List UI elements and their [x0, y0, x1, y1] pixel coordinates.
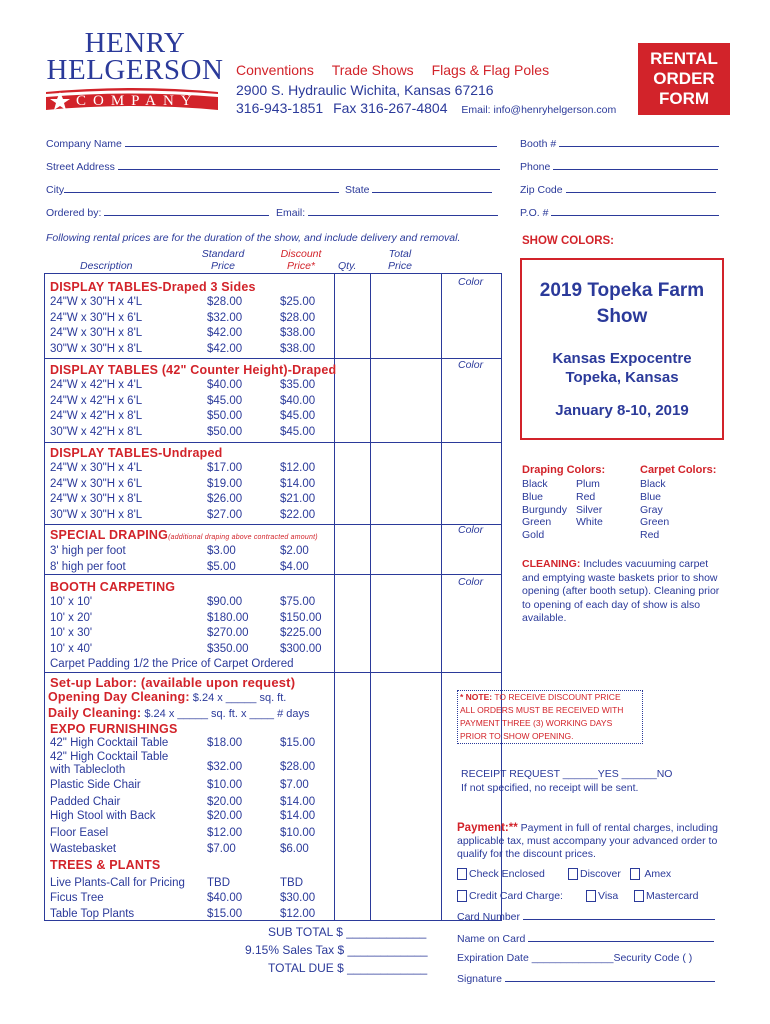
opening-cleaning[interactable]: [48, 690, 286, 704]
col-total-1: Total: [388, 248, 412, 260]
item-description: Floor Easel: [50, 827, 109, 839]
standard-price: $32.00: [207, 761, 243, 773]
visa-label: Visa: [598, 890, 619, 902]
standard-price: $40.00: [207, 892, 243, 904]
discount-price: $25.00: [280, 296, 316, 308]
col-discount-1: Discount: [280, 248, 322, 260]
opening-text: $.24 x _____ sq. ft.: [192, 692, 287, 704]
price-row: [50, 509, 330, 524]
item-description: 24"W x 30"H x 4'L: [50, 296, 143, 308]
col-total-2: Price: [388, 260, 412, 272]
discount-price: $45.00: [280, 410, 316, 423]
company-logo: [40, 27, 230, 86]
section-expo: EXPO FURNISHINGS: [50, 722, 178, 736]
email-field[interactable]: [276, 206, 498, 219]
standard-price: $45.00: [207, 394, 243, 407]
daily-text: $.24 x _____ sq. ft. x ____ # days: [144, 708, 310, 720]
item-description: 30"W x 42"H x 8'L: [50, 426, 143, 439]
item-description: 24"W x 42"H x 6'L: [50, 394, 143, 407]
price-row: [50, 327, 330, 342]
discount-price: $14.00: [280, 796, 316, 808]
price-row: [50, 395, 330, 410]
payment-info: [457, 822, 727, 861]
item-description: 42" High Cocktail Table: [50, 737, 169, 749]
discount-price: $15.00: [280, 737, 316, 749]
mastercard-option[interactable]: [634, 890, 699, 902]
price-row: [50, 410, 330, 425]
item-description: 24"W x 30"H x 6'L: [50, 477, 143, 490]
zip-field[interactable]: [520, 183, 716, 196]
signature-field[interactable]: [457, 972, 715, 985]
cleaning-label: CLEANING:: [522, 558, 581, 570]
item-description: 24"W x 42"H x 8'L: [50, 410, 143, 423]
check-label: Check Enclosed: [469, 868, 545, 880]
discount-price: $75.00: [280, 596, 316, 608]
expo-row: [50, 827, 330, 842]
service-flags: Flags & Flag Poles: [431, 62, 550, 78]
intro-text: Following rental prices are for the duration of the show, and include delivery and removal.: [46, 232, 461, 244]
payment-text: Payment in full of rental charges, including applicable tax, must accompany your advanced order to qualify for the discount prices.: [457, 822, 718, 860]
state-field[interactable]: [345, 183, 492, 196]
city-field[interactable]: [46, 183, 339, 196]
standard-price: $20.00: [207, 810, 243, 822]
discount-price: $225.00: [280, 627, 322, 639]
item-description: 24"W x 30"H x 8'L: [50, 327, 143, 340]
note-line1: TO RECEIVE DISCOUNT PRICE: [494, 692, 621, 702]
credit-card-checkbox[interactable]: [457, 890, 467, 902]
color-item: Blue: [640, 490, 662, 503]
address: 2900 S. Hydraulic Wichita, Kansas 67216: [236, 82, 494, 98]
expo-row: [50, 737, 330, 752]
visa-checkbox[interactable]: [586, 890, 596, 902]
ordered-by-field[interactable]: [46, 206, 269, 219]
rental-order-form-box: [638, 43, 730, 115]
price-row: [50, 312, 330, 327]
price-row: [50, 379, 330, 394]
discover-checkbox[interactable]: [568, 868, 578, 880]
item-description: 10' x 30': [50, 627, 93, 639]
standard-price: $15.00: [207, 908, 243, 920]
standard-price: $3.00: [207, 545, 236, 557]
receipt-request[interactable]: RECEIPT REQUEST ______YES ______NO: [461, 768, 673, 780]
rental-line3: FORM: [658, 89, 710, 108]
discount-note: [457, 690, 643, 744]
phone: 316-943-1851: [236, 100, 324, 116]
email: Email: info@henryhelgerson.com: [461, 104, 617, 116]
price-row: [50, 561, 330, 576]
signature-label: Signature: [457, 973, 502, 985]
discount-price: $28.00: [280, 311, 316, 324]
price-row: [50, 343, 330, 358]
item-description: 24"W x 30"H x 4'L: [50, 462, 143, 474]
expo-row: [50, 796, 330, 811]
standard-price: $10.00: [207, 779, 243, 791]
daily-cleaning[interactable]: [48, 706, 309, 720]
city-label: City: [46, 184, 65, 196]
standard-price: $28.00: [207, 296, 243, 308]
standard-price: TBD: [207, 877, 230, 889]
note-line2: ALL ORDERS MUST BE RECEIVED WITH: [460, 705, 624, 715]
cleaning-info: [522, 558, 722, 626]
color-item: Plum: [576, 478, 600, 490]
setup-labor: Set-up Labor: (available upon request): [50, 675, 296, 690]
item-description: 10' x 40': [50, 642, 93, 655]
hline-3: [44, 524, 502, 525]
discount-price: $10.00: [280, 827, 316, 839]
expiration-field[interactable]: Expiration Date ______________Security Code ( ): [457, 952, 693, 964]
color-item: Green: [640, 516, 670, 529]
standard-price: $18.00: [207, 737, 243, 749]
discount-price: $7.00: [280, 779, 309, 791]
credit-label: Credit Card Charge:: [469, 890, 563, 902]
standard-price: $20.00: [207, 796, 243, 808]
show-colors-label: SHOW COLORS:: [522, 235, 614, 247]
item-description: Padded Chair: [50, 796, 121, 808]
discount-price: $45.00: [280, 426, 316, 439]
total-due[interactable]: TOTAL DUE $ ____________: [268, 961, 428, 975]
item-description: 30"W x 30"H x 8'L: [50, 343, 143, 356]
carpet-colors-list: [640, 478, 669, 542]
standard-price: $5.00: [207, 560, 236, 573]
visa-option[interactable]: [586, 890, 618, 902]
subtotal[interactable]: SUB TOTAL $ ____________: [268, 925, 427, 939]
discount-price: $35.00: [280, 379, 316, 391]
amex-label: Amex: [644, 868, 672, 880]
divider-total: [370, 273, 371, 921]
standard-price: $19.00: [207, 477, 243, 490]
col-standard-2: Price: [211, 260, 235, 272]
section-counter: DISPLAY TABLES (42" Counter Height)-Draped: [50, 363, 337, 377]
standard-price: $17.00: [207, 462, 243, 474]
note-label: * NOTE:: [460, 692, 493, 702]
draping-colors-title: Draping Colors:: [522, 464, 606, 476]
fax: Fax 316-267-4804: [333, 100, 448, 116]
discount-price: $40.00: [280, 394, 316, 407]
discount-price: $14.00: [280, 810, 316, 822]
standard-price: $42.00: [207, 327, 243, 340]
hline-2: [44, 442, 502, 443]
standard-price: $12.00: [207, 827, 243, 839]
col-description: Description: [80, 260, 133, 272]
color-item: Burgundy: [522, 503, 567, 516]
col-standard-1: Standard: [201, 248, 245, 260]
carpet-colors-title: Carpet Colors:: [640, 464, 717, 476]
item-description: 24"W x 42"H x 4'L: [50, 379, 143, 391]
item-description: 8' high per foot: [50, 560, 126, 573]
color-item: Green: [522, 516, 552, 529]
item-description: Plastic Side Chair: [50, 779, 141, 791]
expo-row: [50, 779, 330, 794]
item-description: 42" High Cocktail Table with Tablecloth: [50, 751, 169, 776]
card-number-field[interactable]: [457, 910, 715, 923]
note-line3: PAYMENT THREE (3) WORKING DAYS: [460, 718, 613, 728]
check-enclosed-option[interactable]: [457, 868, 545, 880]
hline-1: [44, 358, 502, 359]
amex-option[interactable]: [630, 868, 671, 880]
standard-price: $7.00: [207, 843, 236, 855]
price-row: [50, 426, 330, 441]
mastercard-label: Mastercard: [646, 890, 699, 902]
discount-price: $4.00: [280, 560, 309, 573]
rental-line1: RENTAL: [650, 49, 718, 68]
discover-label: Discover: [580, 868, 621, 880]
standard-price: $50.00: [207, 426, 243, 439]
logo-line1: HENRY: [84, 27, 186, 59]
price-row: [50, 493, 330, 508]
booth-label: Booth #: [520, 138, 557, 150]
section-undraped: DISPLAY TABLES-Undraped: [50, 446, 223, 460]
color-item: Red: [640, 529, 660, 542]
color-label-3: Color: [458, 524, 484, 536]
discount-price: $12.00: [280, 908, 316, 920]
expo-row: [50, 843, 330, 858]
standard-price: $350.00: [207, 642, 249, 655]
standard-price: $27.00: [207, 509, 243, 522]
discount-price: $28.00: [280, 761, 316, 773]
po-label: P.O. #: [520, 207, 549, 219]
tree-row: [50, 877, 330, 892]
daily-label: Daily Cleaning:: [48, 706, 142, 720]
ordered-by-label: Ordered by:: [46, 207, 102, 219]
discount-price: $150.00: [280, 611, 322, 624]
color-item: Blue: [522, 490, 544, 503]
special-note: (additional draping above contracted amount): [168, 534, 318, 541]
receipt-note: If not specified, no receipt will be sent.: [461, 782, 639, 794]
booth-field[interactable]: [520, 137, 719, 150]
color-item: Red: [576, 490, 596, 503]
discount-price: TBD: [280, 877, 303, 889]
tree-row: [50, 908, 330, 923]
section-trees: TREES & PLANTS: [50, 858, 161, 872]
color-item: White: [576, 516, 603, 529]
payment-label: Payment:**: [457, 822, 518, 834]
discount-price: $22.00: [280, 509, 316, 522]
color-item: Black: [522, 478, 548, 490]
name-on-card-label: Name on Card: [457, 933, 526, 945]
special-title: SPECIAL DRAPING: [50, 528, 169, 542]
show-city: Topeka, Kansas: [565, 369, 679, 386]
item-description: Table Top Plants: [50, 908, 135, 920]
street-field[interactable]: [46, 160, 500, 173]
standard-price: $32.00: [207, 311, 243, 324]
carpet-padding: Carpet Padding 1/2 the Price of Carpet Ordered: [50, 658, 294, 670]
color-item: Black: [640, 478, 666, 490]
standard-price: $270.00: [207, 627, 249, 639]
discount-price: $38.00: [280, 343, 316, 356]
item-description: 10' x 20': [50, 611, 93, 624]
price-row: [50, 462, 330, 477]
mastercard-checkbox[interactable]: [634, 890, 644, 902]
item-description: Wastebasket: [50, 843, 117, 855]
expo-row: [50, 810, 330, 825]
standard-price: $26.00: [207, 493, 243, 506]
sales-tax[interactable]: 9.15% Sales Tax $ ____________: [245, 943, 428, 957]
opening-label: Opening Day Cleaning:: [48, 690, 190, 704]
discount-price: $12.00: [280, 462, 316, 474]
col-discount-2: Price*: [286, 260, 315, 272]
item-description: High Stool with Back: [50, 810, 156, 822]
credit-card-option[interactable]: [457, 890, 563, 902]
price-row: [50, 296, 330, 311]
zip-label: Zip Code: [520, 184, 563, 196]
amex-checkbox[interactable]: [630, 868, 640, 880]
item-description: 30"W x 30"H x 8'L: [50, 509, 143, 522]
col-qty: Qty.: [338, 260, 357, 272]
color-item: Gold: [522, 529, 545, 542]
item-description: 24"W x 30"H x 6'L: [50, 311, 143, 324]
rental-line2: ORDER: [653, 69, 715, 88]
color-item: Gray: [640, 503, 663, 516]
check-enclosed-checkbox[interactable]: [457, 868, 467, 880]
standard-price: $180.00: [207, 611, 249, 624]
col-discount: [274, 248, 328, 272]
discount-price: $14.00: [280, 477, 316, 490]
logo-line2: HELGERSON: [46, 54, 224, 86]
phone-field[interactable]: [520, 160, 718, 173]
section-draped3: DISPLAY TABLES-Draped 3 Sides: [50, 280, 256, 294]
discount-price: $38.00: [280, 327, 316, 340]
price-row: [50, 612, 330, 627]
show-dates: January 8-10, 2019: [555, 402, 689, 419]
phone-label: Phone: [520, 161, 551, 173]
standard-price: $90.00: [207, 596, 243, 608]
note-line4: PRIOR TO SHOW OPENING.: [460, 731, 574, 741]
expo-row: [50, 751, 330, 776]
card-number-label: Card Number: [457, 911, 521, 923]
street-label: Street Address: [46, 161, 115, 173]
item-description: 24"W x 30"H x 8'L: [50, 493, 143, 506]
section-special: [50, 528, 318, 542]
color-item: Silver: [576, 503, 603, 516]
draping-col1: [522, 478, 567, 542]
standard-price: $40.00: [207, 379, 243, 391]
show-info-box: [520, 258, 724, 440]
price-row: [50, 627, 330, 642]
tree-row: [50, 892, 330, 907]
color-label-2: Color: [458, 359, 484, 371]
price-row: [50, 596, 330, 611]
cleaning-text: Includes vacuuming carpet and emptying waste baskets prior to show opening (after booth setup). Cleaning prior to opening of each day of show is also available.: [522, 558, 720, 624]
state-label: State: [345, 184, 370, 196]
standard-price: $50.00: [207, 410, 243, 423]
standard-price: $42.00: [207, 343, 243, 356]
discount-price: $300.00: [280, 642, 322, 655]
show-venue: Kansas Expocentre: [552, 350, 692, 367]
color-label-1: Color: [458, 276, 484, 288]
service-trade-shows: Trade Shows: [331, 62, 414, 78]
item-description: 10' x 10': [50, 596, 93, 608]
po-field[interactable]: [520, 206, 719, 219]
item-description: Ficus Tree: [50, 892, 104, 904]
item-description: Live Plants-Call for Pricing: [50, 877, 185, 889]
logo-line3: COMPANY: [76, 93, 199, 109]
price-row: [50, 478, 330, 493]
company-name-field[interactable]: [46, 137, 497, 150]
col-total: [382, 248, 418, 272]
section-carpet: BOOTH CARPETING: [50, 580, 176, 594]
price-row: [50, 545, 330, 560]
service-conventions: Conventions: [236, 62, 314, 78]
col-standard: [198, 248, 248, 272]
item-description: 3' high per foot: [50, 545, 126, 557]
name-on-card-field[interactable]: [457, 932, 714, 945]
draping-col2: [576, 478, 603, 529]
price-row: [50, 643, 330, 658]
services: [236, 62, 549, 78]
contact-line: [236, 100, 616, 116]
discount-price: $2.00: [280, 545, 309, 557]
color-label-4: Color: [458, 576, 484, 588]
discount-price: $6.00: [280, 843, 309, 855]
company-label: Company Name: [46, 138, 122, 150]
discount-price: $30.00: [280, 892, 316, 904]
hline-5: [44, 672, 502, 673]
discover-option[interactable]: [568, 868, 621, 880]
email-label: Email:: [276, 207, 306, 219]
show-name: 2019 Topeka Farm Show: [539, 280, 705, 327]
discount-price: $21.00: [280, 493, 316, 506]
